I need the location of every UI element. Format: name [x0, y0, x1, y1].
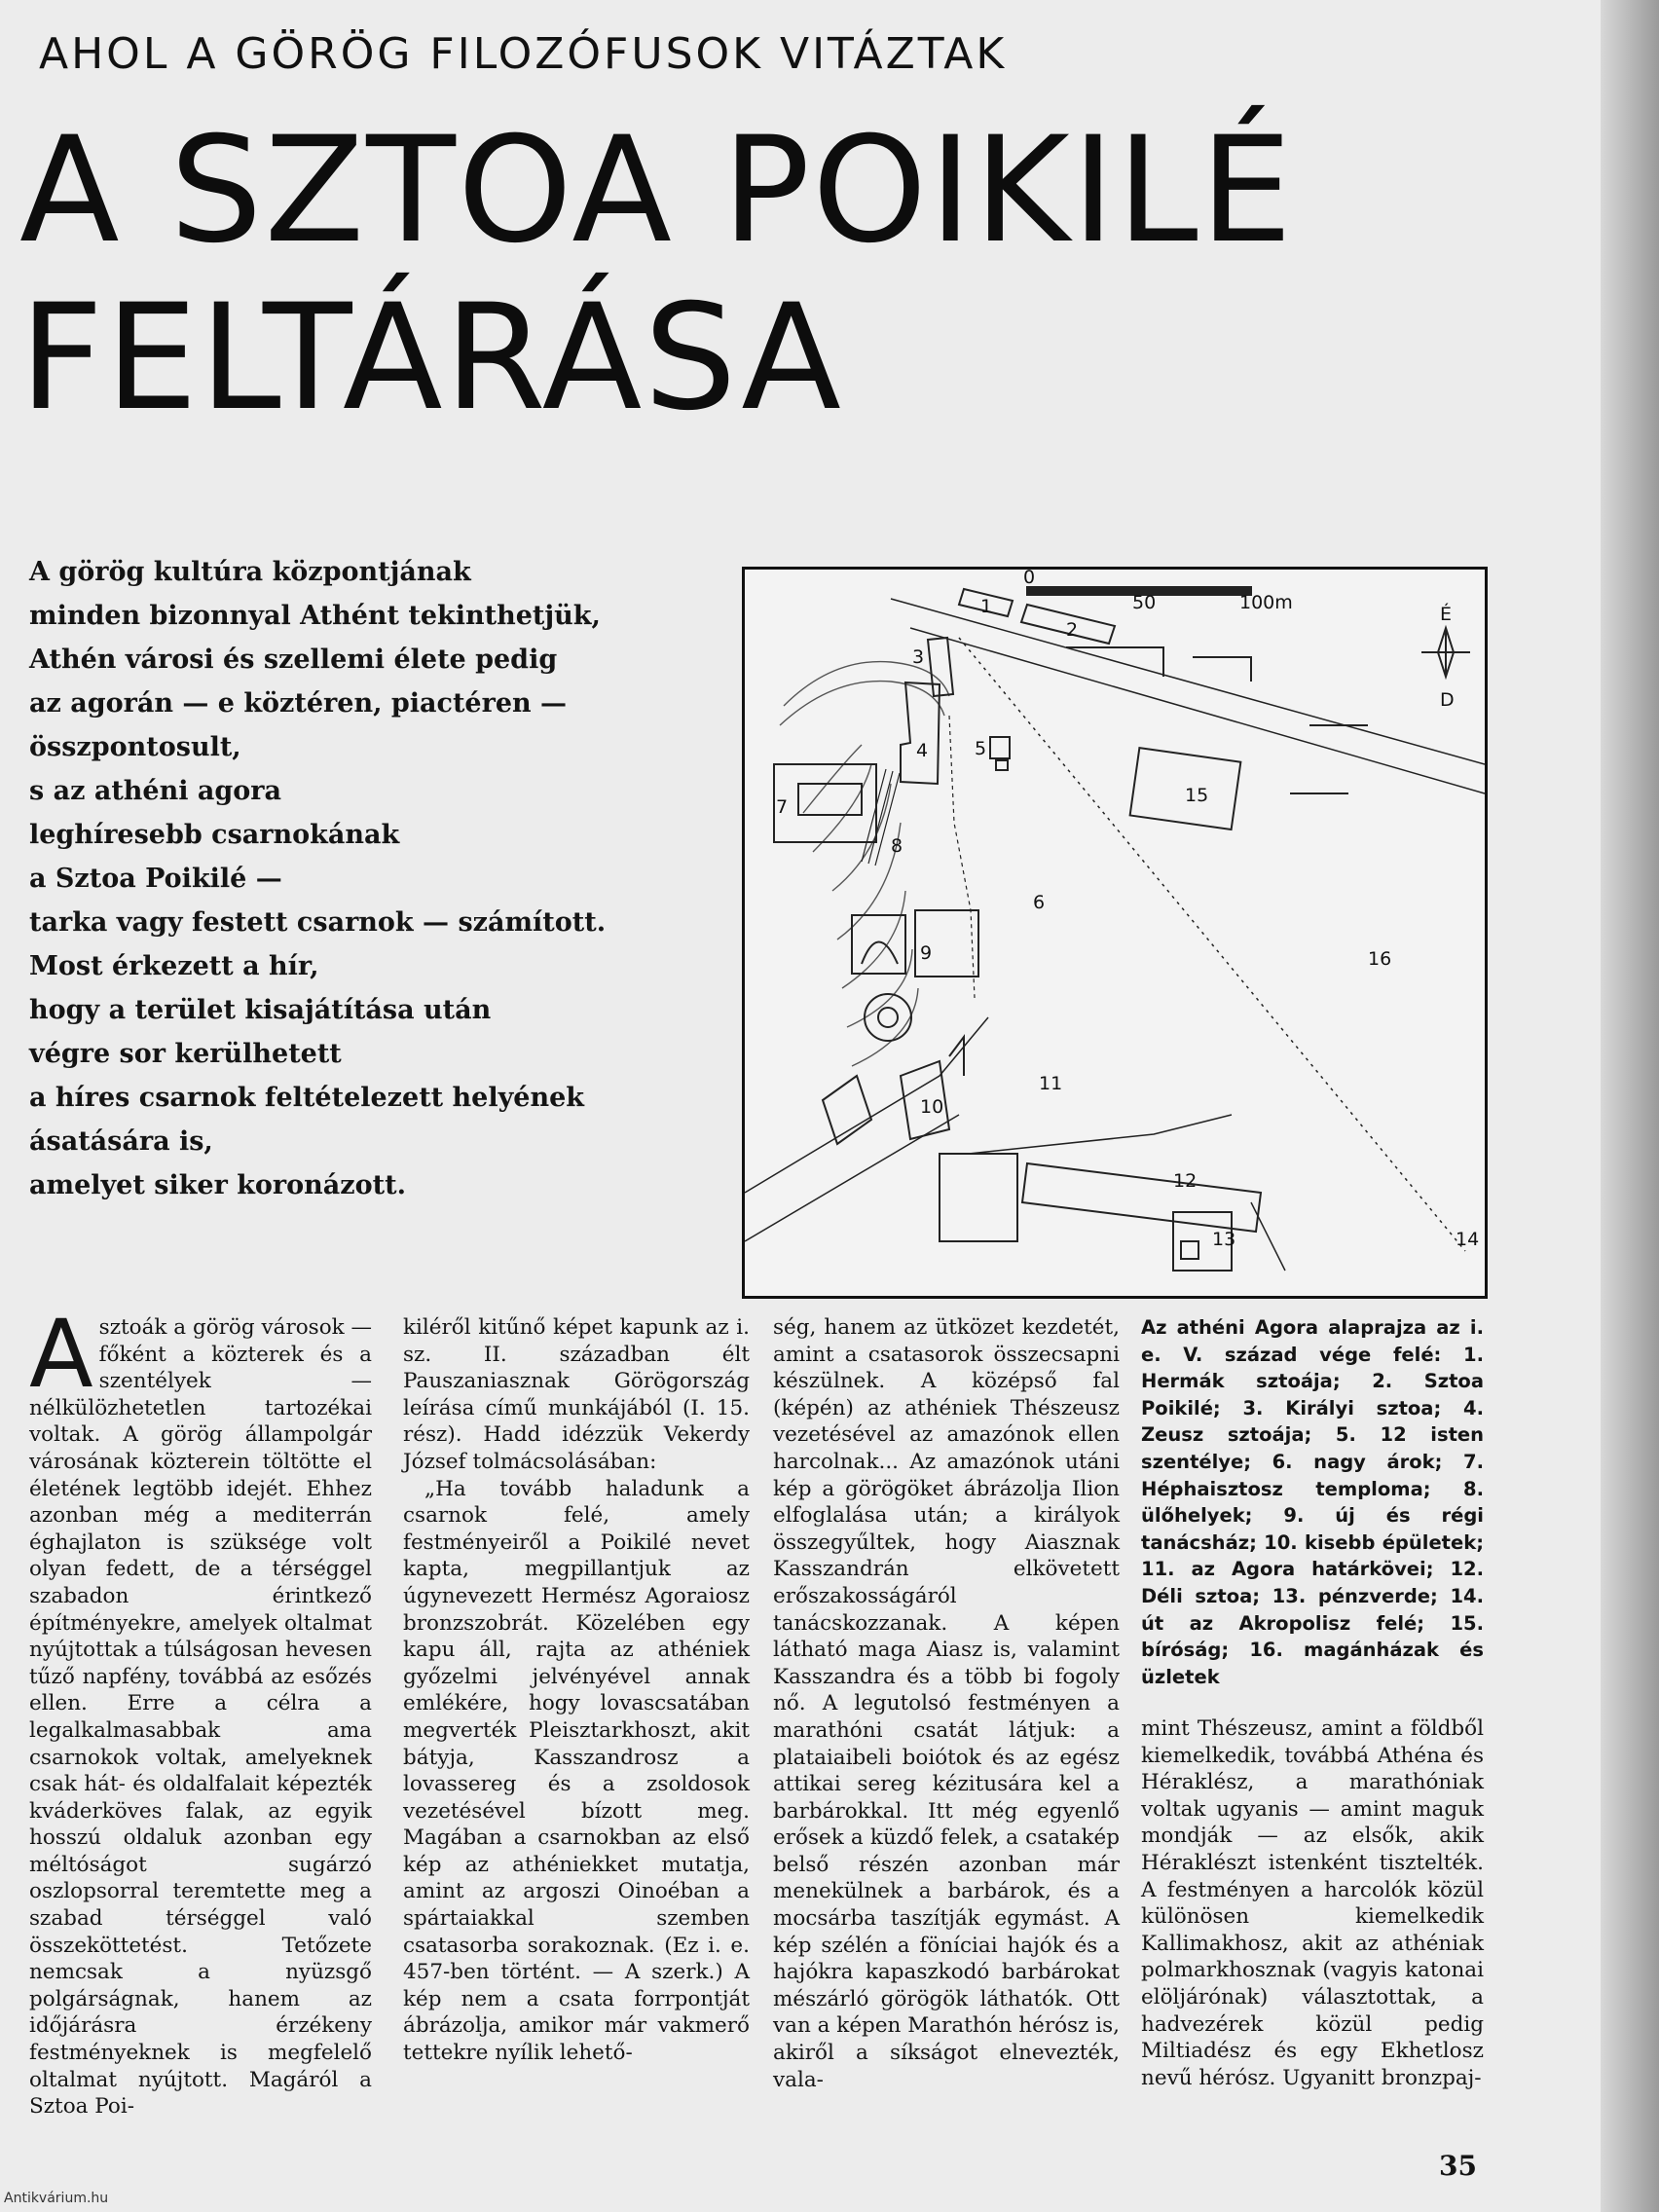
building-5 — [990, 737, 1010, 758]
lead-line: ásatására is, — [29, 1126, 213, 1157]
building-10 — [823, 1076, 871, 1144]
page-edge-shadow — [1601, 0, 1659, 2212]
houses-ne — [1066, 647, 1251, 682]
lead-line: tarka vagy festett csarnok — számított. — [29, 907, 607, 938]
lead-line: a híres csarnok feltételezett helyének — [29, 1083, 584, 1113]
building-12a — [940, 1154, 1017, 1241]
map-label-10: 10 — [920, 1096, 944, 1118]
article-paragraph: ség, hanem az ütközet kezdetét, amint a csatasorok összecsapni készülnek. A középső fal (képén) az athéniek Thészeusz vezetésével az amazónok ellen harcolnak... Az amazónok utáni kép a görögöket ábrázolja Ilion elfoglalása után; a királyok összegyűltek, hogy Aiasznak Kasszandrán elkövetett erőszakosságáról tanácskozzanak. A képen látható maga Aiasz is, valamint Kasszandra és a több bi fogoly nő. A legutolsó festményen a marathóni csatát látjuk: a plataiaibeli boiótok és az egész attikai sereg kézitusára kel a barbárokkal. Itt még egyenlő erősek a küzdő felek, a csatakép belső részén azonban már menekülnek a barbárok, és a mocsárba taszítják egymást. A kép szélén a föníciai hajók és a hajókra kapaszkodó barbárokat mészárló görögök láthatók. Ott van a képen Marathón hérósz is, akiről a síkságot elnevezték, vala- — [773, 1315, 1120, 2092]
building-7-inner — [798, 784, 862, 815]
title-line-2: FELTÁRÁSA — [19, 274, 843, 443]
map-label-1: 1 — [980, 596, 993, 617]
lead-line: amelyet siker koronázott. — [29, 1170, 406, 1200]
map-label-4: 4 — [916, 740, 929, 761]
lead-line: a Sztoa Poikilé — — [29, 864, 282, 894]
building-3 — [928, 638, 953, 696]
houses-e — [1290, 725, 1368, 793]
map-label-16: 16 — [1368, 948, 1392, 970]
drop-cap: A — [29, 1300, 93, 1409]
article-column-4 — [1141, 1715, 1484, 2091]
map-label-13: 13 — [1212, 1229, 1236, 1250]
compass-rose — [1421, 628, 1470, 677]
lead-line: leghíresebb csarnokának — [29, 820, 400, 850]
road-to-akropolis — [1251, 1202, 1285, 1271]
map-label-8: 8 — [891, 835, 903, 857]
scale-label-100: 100m — [1239, 592, 1293, 613]
building-5b — [996, 760, 1008, 770]
lead-line: Most érkezett a hír, — [29, 951, 319, 981]
lead-line: Athén városi és szellemi élete pedig — [29, 645, 558, 675]
panathenaic-way — [959, 638, 1465, 1251]
map-label-14: 14 — [1456, 1229, 1480, 1250]
article-text-col1: sztoák a görög városok — főként a közterek és a szentélyek — nélkülözhetetlen tartozékai voltak. A görög állampolgár városának közterein töltötte el életének legtöbb idejét. Ehhez azonban még a mediterrán éghajlaton is szüksége volt olyan fedett, de a térséggel szabadon érintkező építményekre, amelyek oltalmat nyújtottak a túlságosan hevesen tűző napfény, továbbá az esőzés ellen. Erre a célra a legalkalmasabbak ama csarnokok voltak, amelyeknek csak hát- és oldalfalait képezték kváderköves falak, az egyik hosszú oldaluk azonban egy méltóságot sugárzó oszlopsorral teremtette meg a szabad térséggel való összeköttetést. Tetőzete nemcsak a nyüzsgő polgárságnak, hanem az időjárásra érzékeny festményeknek is megfelelő oltalmat nyújtott. Magáról a Sztoa Poi- — [29, 1315, 373, 2120]
title-line-1: A SZTOA POIKILÉ — [19, 106, 1295, 276]
scale-label-50: 50 — [1132, 592, 1157, 613]
lead-paragraph — [29, 550, 730, 1207]
map-label-7: 7 — [776, 796, 789, 818]
map-label-2: 2 — [1066, 619, 1079, 641]
map-label-15: 15 — [1185, 785, 1209, 806]
lead-line: végre sor kerülhetett — [29, 1039, 342, 1069]
article-paragraph: kiléről kitűnő képet kapunk az i. sz. II. században élt Pauszaniasznak Görögország leírása című munkájából (I. 15. rész). Hadd idézzük Vekerdy József tolmácsolásában: — [403, 1315, 750, 1474]
scale-label-0: 0 — [1023, 570, 1036, 588]
map-caption: Az athéni Agora alaprajza az i. e. V. század vége felé: 1. Hermák sztoája; 2. Sztoa Poikilé; 3. Királyi sztoa; 4. Zeusz sztoája; 5. 12 isten szentélye; 6. nagy árok; 7. Héphaisztosz temploma; 8. ülőhelyek; 9. új és régi tanácsház; 10. kisebb épületek; 11. az Agora határkövei; 12. Déli sztoa; 13. pénzverde; 14. út az Akropolisz felé; 15. bíróság; 16. magánházak és üzletek — [1141, 1316, 1484, 1688]
article-column-2 — [403, 1314, 750, 2067]
agora-site-plan — [742, 567, 1488, 1299]
building-9a-arc — [862, 942, 898, 965]
article-quote: „Ha tovább haladunk a csarnok felé, amely festményeiről a Poikilé nevet kapta, megpillantjuk az úgynevezett Hermész Agoraiosz bronzszobrát. Közelében egy kapu áll, rajta az athéniek győzelmi jelvényével annak emlékére, hogy lovascsatában megverték Pleisztarkhoszt, akit bátyja, Kasszandrosz a lovassereg és a zsoldosok vezetésével bízott meg. Magában a csarnokban az első kép az athéniekket mutatja, amint az argoszi Oinoéban a spártaiakkal szemben csatasorba sorakoznak. (Ez i. e. 457-ben történt. — A szerk.) A kép nem a csata forrpontját ábrázolja, amikor már vakmerő tettekre nyílik lehető- — [403, 1476, 750, 2066]
road-south — [969, 1115, 1232, 1154]
hill-hatching — [780, 662, 949, 1066]
lead-line: s az athéni agora — [29, 776, 281, 806]
building-12 — [1022, 1163, 1261, 1232]
lead-line: az agorán — e köztéren, piactéren — — [29, 688, 568, 719]
kicker-heading: AHOL A GÖRÖG FILOZÓFUSOK VITÁZTAK — [39, 29, 1008, 79]
compass-south-label: D — [1440, 689, 1455, 711]
lead-line: hogy a terület kisajátítása után — [29, 995, 492, 1025]
page-number: 35 — [1439, 2150, 1477, 2182]
lead-line: minden bizonnyal Athént tekinthetjük, — [29, 601, 601, 631]
lead-line: összpontosult, — [29, 732, 241, 762]
article-column-3 — [773, 1314, 1120, 2093]
great-drain — [949, 716, 975, 998]
lead-line: A görög kultúra központjának — [29, 557, 471, 587]
watermark: Antikvárium.hu — [4, 2191, 109, 2206]
map-label-9: 9 — [920, 942, 933, 964]
map-label-5: 5 — [975, 738, 987, 759]
article-paragraph: mint Thészeusz, amint a földből kiemelkedik, továbbá Athéna és Héraklész, a marathóniak voltak ugyanis — amint maguk mondják — az elsők, akik Héraklészt istenként tisztelték. A festményen a harcolók közül különösen kiemelkedik Kallimakhosz, akit az athéniak polmarkhosznak (vagyis katonai elöljárónak) választottak, a hadvezérek közül pedig Miltiadész és egy Ekhetlosz nevű hérósz. Ugyanitt bronzpaj- — [1141, 1716, 1484, 2090]
compass-north-label: É — [1440, 604, 1453, 625]
article-column-1 — [29, 1300, 373, 2120]
page-title — [19, 107, 1577, 442]
map-label-12: 12 — [1173, 1170, 1198, 1192]
agora-plan-drawing — [745, 570, 1485, 1296]
map-label-3: 3 — [912, 646, 925, 668]
map-label-6: 6 — [1033, 892, 1046, 913]
map-label-11: 11 — [1039, 1073, 1063, 1094]
